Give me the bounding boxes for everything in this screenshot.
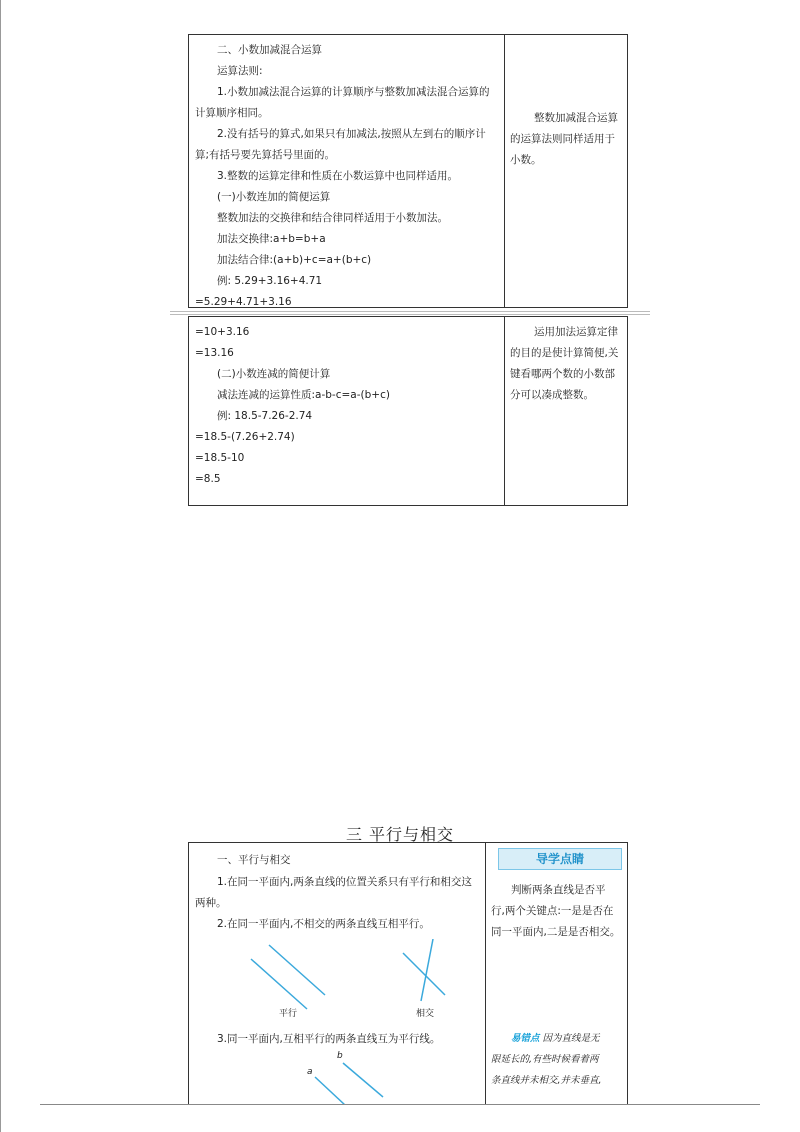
example-step: =18.5-(7.26+2.74): [195, 431, 295, 443]
text-line: 算;有括号要先算括号里面的。: [195, 149, 336, 161]
text-line: 3.同一平面内,互相平行的两条直线互为平行线。: [217, 1033, 441, 1045]
parallel-line-1: [251, 959, 307, 1009]
tip-label: 易错点: [511, 1033, 540, 1044]
text-line: 1.在同一平面内,两条直线的位置关系只有平行和相交这: [217, 876, 472, 888]
formula-associative: 加法结合律:(a+b)+c=a+(b+c): [217, 254, 372, 266]
table-decimal-subtraction: [188, 316, 628, 506]
note-line: 的运算法则同样适用于: [510, 133, 615, 145]
table-left-column: [189, 317, 505, 505]
example-step: =13.16: [195, 347, 234, 359]
text-line: 3.整数的运算定律和性质在小数运算中也同样适用。: [217, 170, 459, 182]
note-line: 运用加法运算定律: [534, 326, 618, 338]
section-title: 三 平行与相交: [345, 825, 455, 844]
heading-parallel-intersect: 一、平行与相交: [217, 854, 291, 866]
note-line: 分可以凑成整数。: [510, 389, 594, 401]
note-line: 键看哪两个数的小数部: [510, 368, 615, 380]
page-left-edge: [0, 0, 1, 1132]
note-line: 的目的是使计算简便,关: [510, 347, 619, 359]
guide-header-badge: 导学点睛: [498, 848, 622, 870]
tip-line: 条直线并未相交,并未垂直,: [491, 1075, 602, 1086]
label-intersect: 相交: [416, 1009, 435, 1019]
example-line: 例: 5.29+3.16+4.71: [217, 275, 323, 287]
line-a: [315, 1077, 345, 1105]
guide-line: 判断两条直线是否平: [511, 884, 606, 896]
heading-decimal-mixed: 二、小数加减混合运算: [217, 44, 322, 56]
parallel-line-2: [269, 945, 325, 995]
text-line: 两种。: [195, 897, 227, 909]
table-parallel-intersect: [188, 842, 628, 1104]
label-parallel: 平行: [279, 1009, 298, 1019]
table-right-column: [504, 35, 627, 307]
label-line-a: a: [307, 1067, 313, 1077]
example-line: 例: 18.5-7.26-2.74: [217, 410, 313, 422]
text-line: 计算顺序相同。: [195, 107, 269, 119]
guide-column: [485, 843, 627, 1104]
example-step: =5.29+4.71+3.16: [195, 296, 292, 308]
note-line: 整数加减混合运算: [534, 112, 618, 124]
text-line: 运算法则:: [217, 65, 263, 77]
label-line-b: b: [337, 1051, 343, 1061]
subheading-decimal-addition: (一)小数连加的简便运算: [217, 191, 331, 203]
guide-line: 行,两个关键点:一是是否在: [491, 905, 614, 917]
text-line: 整数加法的交换律和结合律同样适用于小数加法。: [217, 212, 448, 224]
tip-line: [511, 1032, 600, 1046]
tip-line: 限延长的,有些时候看着两: [491, 1054, 599, 1065]
subheading-decimal-subtraction: (二)小数连减的简便计算: [217, 368, 331, 380]
line-b: [343, 1063, 383, 1097]
note-line: 小数。: [510, 154, 542, 166]
text-line: 2.在同一平面内,不相交的两条直线互相平行。: [217, 918, 430, 930]
text-line: 1.小数加减法混合运算的计算顺序与整数加减法混合运算的: [217, 86, 490, 98]
example-step: =10+3.16: [195, 326, 250, 338]
parallel-lines-ab-diagram: [189, 1053, 485, 1105]
table-left-column: [189, 843, 486, 1104]
parallel-intersect-diagram: [189, 939, 485, 1029]
page-break-line: [170, 314, 650, 315]
tip-text: 因为直线是无: [539, 1033, 600, 1044]
guide-line: 同一平面内,二是是否相交。: [491, 926, 621, 938]
intersect-line-2: [421, 939, 433, 1001]
example-step: =8.5: [195, 473, 221, 485]
formula-commutative: 加法交换律:a+b=b+a: [217, 233, 326, 245]
table-right-column: [504, 317, 627, 505]
table-left-column: [189, 35, 505, 307]
page-break-line: [170, 311, 650, 312]
table-decimal-operations: [188, 34, 628, 308]
footer-line: [40, 1104, 760, 1105]
text-line: 2.没有括号的算式,如果只有加减法,按照从左到右的顺序计: [217, 128, 486, 140]
example-step: =18.5-10: [195, 452, 245, 464]
formula-subtraction: 减法连减的运算性质:a-b-c=a-(b+c): [217, 389, 390, 401]
